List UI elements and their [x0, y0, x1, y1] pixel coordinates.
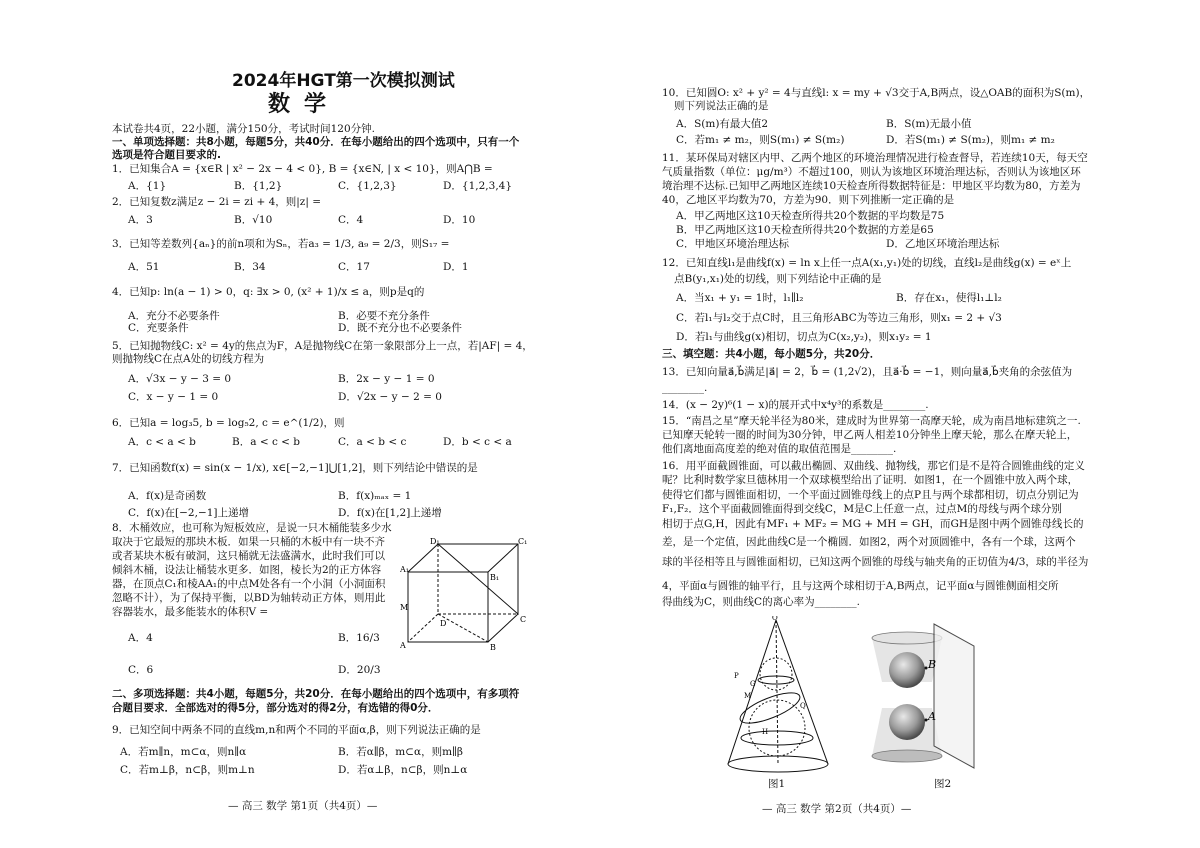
q11-line-2: 气质量指数（单位：μg/m³）不超过100，则认为该地区环境治理达标，否则认为该地区环: [662, 166, 1081, 178]
q16-line-7: 球的半径相等且与圆锥面相切，已知这两个圆锥的母线与轴夹角的正切值为4/3，球的半径为: [662, 556, 1089, 568]
q16-line-6: 差，是一个定值，因此曲线C是一个椭圆．如图2，两个对顶圆锥中，各有一个球，这两个: [662, 536, 1076, 548]
q1-option-d: D．{1,2,3,4}: [443, 180, 513, 192]
q16-line-1: 16．用平面截圆锥面，可以截出椭圆、双曲线、抛物线，那它们是不是符合圆锥曲线的定义: [662, 460, 1085, 472]
q8-line-5: 器，在顶点C₁和棱AA₁的中点M处各有一个小洞（小洞面积: [112, 578, 386, 590]
q8-option-a: A．4: [128, 632, 153, 644]
cube-label-d1: D₁: [430, 537, 440, 546]
q2-option-a: A．3: [128, 214, 153, 226]
q4-option-c: C．充要条件: [128, 322, 189, 334]
q5-option-b: B．2x − y − 1 = 0: [338, 373, 435, 385]
section1-header-cont: 选项是符合题目要求的.: [112, 149, 221, 161]
q7-stem: 7．已知函数f(x) = sin(x − 1/x), x∈[−2,−1]⋃[1,2]，则下列结论中错误的是: [112, 462, 478, 474]
q11-option-b: B．甲乙两地区这10天检查所得共20个数据的方差是65: [676, 224, 934, 236]
section3-header: 三、填空题：共4小题，每小题5分，共20分．: [662, 348, 881, 360]
q2-option-b: B．√10: [234, 214, 273, 226]
q3-option-a: A．51: [128, 261, 160, 273]
q7-option-c: C．f(x)在[−2,−1]上递增: [128, 507, 250, 519]
exam-title: 2024年HGT第一次模拟测试: [232, 71, 455, 91]
section2-header-cont: 合题目要求．全部选对的得5分，部分选对的得2分，有选错的得0分．: [112, 702, 439, 714]
fig1-label-m: M: [744, 692, 752, 700]
q5-option-c: C．x − y − 1 = 0: [128, 391, 219, 403]
q8-line-6: 忽略不计），为了保持平衡，以BD为轴转动正方体，则用此: [112, 592, 386, 604]
fig2-label-a: A: [928, 710, 936, 723]
page-footer-left: — 高三 数学 第1页（共4页）—: [228, 800, 378, 812]
q9-option-c: C．若m⊥β，n⊂β，则m⊥n: [120, 764, 255, 776]
q7-option-d: D．f(x)在[1,2]上递增: [338, 507, 442, 519]
section1-header: 一、单项选择题：共8小题，每题5分，共40分．在每小题给出的四个选项中，只有一个: [112, 136, 520, 148]
q4-option-d: D．既不充分也不必要条件: [338, 322, 462, 334]
q4-stem: 4．已知p: ln(a − 1) > 0，q: ∃x > 0, (x² + 1)/x ≤ a，则p是q的: [112, 286, 425, 298]
subject-title: 数学: [268, 92, 341, 117]
q10-option-b: B．S(m)无最小值: [886, 118, 972, 130]
q10-stem-cont: 则下列说法正确的是: [674, 100, 769, 112]
q8-line-4: 倾斜木桶，设法让桶装水更多．如图，棱长为2的正方体容: [112, 564, 382, 576]
cube-label-c: C: [520, 615, 527, 624]
q6-option-a: A．c < a < b: [128, 436, 196, 448]
q8-option-c: C．6: [128, 664, 154, 676]
q12-option-d: D．若l₁与曲线g(x)相切，切点为C(x₂,y₂)，则x₁y₂ = 1: [676, 331, 932, 343]
cube-label-m: M: [400, 603, 409, 612]
q16-line-9: 得曲线为C，则曲线C的离心率为________.: [662, 596, 860, 608]
q2-stem: 2．已知复数z满足z − 2i = zi + 4，则|z| =: [112, 196, 322, 208]
q8-option-b: B．16/3: [338, 632, 380, 644]
q11-line-3: 境治理不达标.已知甲乙两地区连续10天检查所得数据特征是：甲地区平均数为80，方差为: [662, 180, 1081, 192]
q6-stem: 6．已知a = log₃5, b = log₅2, c = e^(1/2)，则: [112, 417, 345, 429]
q4-option-b: B．必要不充分条件: [338, 310, 430, 322]
q2-option-c: C．4: [338, 214, 364, 226]
section2-header: 二、多项选择题：共4小题，每题5分，共20分．在每小题给出的四个选项中，有多项符: [112, 688, 520, 700]
q10-option-a: A．S(m)有最大值2: [676, 118, 769, 130]
cube-label-a1: A₁: [400, 565, 409, 574]
q8-line-7: 容器装水，最多能装水的体积V =: [112, 606, 269, 618]
q1-stem: 1．已知集合A = {x∈R | x² − 2x − 4 < 0}, B = {x∈N, | x < 10}，则A⋂B =: [112, 163, 493, 175]
q3-stem: 3．已知等差数列{aₙ}的前n项和为Sₙ，若a₃ = 1/3, a₉ = 2/3，则S₁₇ =: [112, 238, 450, 250]
q10-option-d: D．若S(m₁) ≠ S(m₂)，则m₁ ≠ m₂: [886, 134, 1055, 146]
q7-option-b: B．f(x)ₘₐₓ = 1: [338, 490, 412, 502]
q15-line-3: 他们离地面高度差的绝对值的取值范围是________.: [662, 443, 897, 455]
fig2-caption: 图2: [934, 778, 952, 790]
q10-stem: 10．已知圆O: x² + y² = 4与直线l: x = my + √3交于A,B两点，设△OAB的面积为S(m)，: [662, 87, 1091, 99]
q16-line-8: 4，平面α与圆锥的轴平行，且与这两个球相切于A,B两点，记平面α与圆锥侧面相交所: [662, 580, 1059, 592]
q16-figure-2: [862, 616, 1012, 776]
fig1-label-h: H: [762, 728, 769, 736]
q8-line-3: 或者某块木板有破洞，这只桶就无法盛满水，此时我们可以: [112, 550, 385, 562]
right-page: [600, 0, 1200, 848]
q11-line-1: 11．某环保局对辖区内甲、乙两个地区的环境治理情况进行检查督导，若连续10天，每天空: [662, 152, 1088, 164]
fig1-caption: 图1: [768, 778, 786, 790]
q14-stem: 14．(x − 2y)⁶(1 − x)的展开式中x⁴y³的系数是________.: [662, 399, 929, 411]
q11-option-c: C．甲地区环境治理达标: [676, 238, 790, 250]
q4-option-a: A．充分不必要条件: [128, 310, 220, 322]
q3-option-b: B．34: [234, 261, 266, 273]
q16-line-3: 使得它们都与圆锥面相切，一个平面过圆锥母线上的点P且与两个球都相切，切点分别记为: [662, 489, 1079, 501]
q6-option-b: B．a < c < b: [232, 436, 301, 448]
q8-line-1: 8．木桶效应，也可称为短板效应，是说一只木桶能装多少水: [112, 522, 392, 534]
fig1-label-o: O: [772, 616, 778, 622]
q3-option-d: D．1: [443, 261, 469, 273]
q15-line-1: 15．“南昌之星”摩天轮半径为80米，建成时为世界第一高摩天轮，成为南昌地标建筑之一.: [662, 415, 1081, 427]
q10-option-c: C．若m₁ ≠ m₂，则S(m₁) ≠ S(m₂): [676, 134, 845, 146]
exam-intro: 本试卷共4页，22小题，满分150分，考试时间120分钟.: [112, 123, 375, 135]
q11-option-a: A．甲乙两地区这10天检查所得共20个数据的平均数是75: [676, 210, 945, 222]
q11-line-4: 40，乙地区平均数为70，方差为90．则下列推断一定正确的是: [662, 194, 955, 206]
q8-line-2: 取决于它最短的那块木板．如果一只桶的木板中有一块不齐: [112, 536, 385, 548]
q2-option-d: D．10: [443, 214, 476, 226]
q13-stem: 13．已知向量a⃗,b⃗满足|a⃗| = 2，b⃗ = (1,2√2)，且a⃗·b⃗ = −1，则向量a⃗,b⃗夹角的余弦值为: [662, 366, 1073, 378]
q12-option-b: B．存在x₁，使得l₁⊥l₂: [896, 292, 1002, 304]
fig1-label-p: P: [734, 672, 739, 680]
q16-line-5: 相切于点G,H，因此有MF₁ + MF₂ = MG + MH = GH，而GH是图中两个圆锥母线长的: [662, 518, 1084, 530]
q3-option-c: C．17: [338, 261, 370, 273]
q6-option-d: D．b < c < a: [443, 436, 512, 448]
q1-option-c: C．{1,2,3}: [338, 180, 397, 192]
q12-option-a: A．当x₁ + y₁ = 1时，l₁∥l₂: [676, 292, 804, 304]
q6-option-c: C．a < b < c: [338, 436, 407, 448]
q12-stem-cont: 点B(y₁,x₁)处的切线，则下列结论中正确的是: [674, 273, 882, 285]
q16-line-2: 呢？比利时数学家旦德林用一个双球模型给出了证明．如图1，在一个圆锥中放入两个球，: [662, 474, 1079, 486]
cube-label-c1: C₁: [518, 537, 528, 546]
fig1-label-g: G: [750, 680, 756, 688]
q9-option-a: A．若m∥n，m⊂α，则n∥α: [120, 746, 247, 758]
q5-stem-cont: 则抛物线C在点A处的切线方程为: [112, 353, 265, 365]
q9-option-b: B．若α∥β，m⊂α，则m∥β: [338, 746, 463, 758]
q8-cube-figure: [400, 536, 530, 652]
q16-line-4: F₁,F₂．这个平面截圆锥面得到交线C，M是C上任意一点，过点M的母线与两个球分别: [662, 503, 1062, 515]
q7-option-a: A．f(x)是奇函数: [128, 490, 207, 502]
q9-option-d: D．若α⊥β，n⊂β，则n⊥α: [338, 764, 468, 776]
page-footer-right: — 高三 数学 第2页（共4页）—: [762, 803, 912, 815]
q1-option-b: B．{1,2}: [234, 180, 283, 192]
q5-stem: 5．已知抛物线C: x² = 4y的焦点为F，A是抛物线C在第一象限部分上一点，若|AF| = 4，: [112, 340, 533, 352]
fig2-label-b: B: [928, 658, 937, 671]
q15-line-2: 已知摩天轮转一圈的时间为30分钟，甲乙两人相差10分钟坐上摩天轮，那么在摩天轮上，: [662, 429, 1078, 441]
q12-option-c: C．若l₁与l₂交于点C时，且三角形ABC为等边三角形，则x₁ = 2 + √3: [676, 312, 1002, 324]
q5-option-d: D．√2x − y − 2 = 0: [338, 391, 442, 403]
q1-option-a: A．{1}: [128, 180, 167, 192]
cube-label-a: A: [400, 641, 406, 650]
q13-blank: ________.: [662, 382, 708, 394]
q12-stem: 12．已知直线l₁是曲线f(x) = ln x上任一点A(x₁,y₁)处的切线，直线l₂是曲线g(x) = eˣ上: [662, 257, 1072, 269]
cube-label-b: B: [490, 643, 496, 652]
q5-option-a: A．√3x − y − 3 = 0: [128, 373, 232, 385]
cube-label-b1: B₁: [490, 573, 500, 582]
fig1-label-q: Q: [800, 702, 806, 710]
q11-option-d: D．乙地区环境治理达标: [886, 238, 1000, 250]
q8-option-d: D．20/3: [338, 664, 381, 676]
q9-stem: 9．已知空间中两条不同的直线m,n和两个不同的平面α,β，则下列说法正确的是: [112, 724, 481, 736]
q16-figure-1: [720, 616, 840, 776]
cube-label-d: D: [440, 619, 447, 628]
